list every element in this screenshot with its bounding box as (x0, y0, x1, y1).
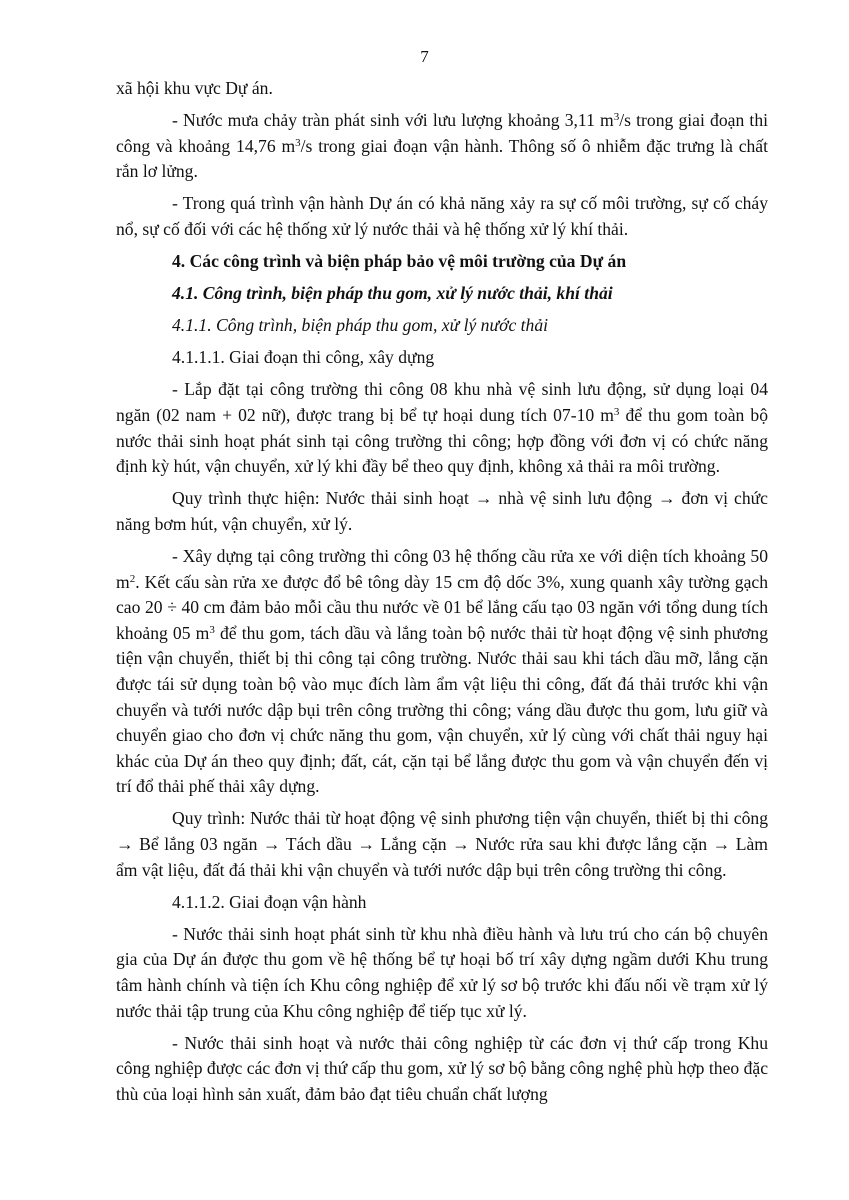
paragraph-process-2: Quy trình: Nước thải từ hoạt động vệ sinh phương tiện vận chuyển, thiết bị thi công → Bể lắng 03 ngăn → Tách dầu → Lắng cặn → Nước rửa sau khi được lắng cặn → Làm ẩm vật liệu, đất đá thải khi vận chuyển và tưới nước dập bụi trên công trường thi công. (116, 808, 768, 880)
heading-section-4: 4. Các công trình và biện pháp bảo vệ môi trường của Dự án (172, 251, 627, 272)
paragraph-stormwater: - Nước mưa chảy tràn phát sinh với lưu lượng khoảng 3,11 $m^3/s$ trong giai đoạn thi công và khoảng 14,76 $m^3/s$ trong giai đoạn vận hành. Thông số ô nhiễm đặc trưng là chất rắn lơ lửng. (116, 110, 768, 182)
heading-section-4-1-1: 4.1.1. Công trình, biện pháp thu gom, xử lý nước thải (172, 315, 549, 336)
paragraph-car-wash: - Xây dựng tại công trường thi công 03 hệ thống cầu rửa xe với diện tích khoảng 50 $m^2$. Kết cấu sàn rửa xe được đổ bê tông dày 15 cm độ dốc 3%, xung quanh xây tường gạch cao 20 ÷ 40 cm đảm bảo mỗi cầu thu nước về 01 bể lắng cấu tạo 03 ngăn với tổng dung tích khoảng 05 $m^3$ để thu gom, tách dầu và lắng toàn bộ nước thải từ hoạt động vệ sinh phương tiện vận chuyển, thiết bị thi công tại công trường. Nước thải sau khi tách dầu mỡ, lắng cặn được tái sử dụng toàn bộ vào mục đích làm ẩm vật liệu thi công, đất đá thải trước khi vận chuyển và tưới nước dập bụi trên công trường thi công; váng dầu được thu gom, lưu giữ và chuyển giao cho đơn vị chức năng thu gom, vận chuyển, xử lý cùng với chất thải nguy hại khác của Dự án theo quy định; đất, cát, cặn tại bể lắng được thu gom và vận chuyển đến vị trí đổ thải phế thải xây dựng. (116, 546, 769, 797)
heading-section-4-1-1-1: 4.1.1.1. Giai đoạn thi công, xây dựng (172, 347, 435, 368)
page-number: 7 (420, 47, 429, 66)
paragraph-industrial-wastewater: - Nước thải sinh hoạt và nước thải công nghiệp từ các đơn vị thứ cấp trong Khu công nghiệp được các đơn vị thứ cấp thu gom, xử lý sơ bộ bằng công nghệ phù hợp theo đặc thù của loại hình sản xuất, đảm bảo đạt tiêu chuẩn chất lượng (116, 1032, 768, 1104)
heading-section-4-1: 4.1. Công trình, biện pháp thu gom, xử lý nước thải, khí thải (172, 283, 613, 304)
heading-section-4-1-1-2: 4.1.1.2. Giai đoạn vận hành (172, 891, 367, 912)
paragraph-domestic-wastewater: - Nước thải sinh hoạt phát sinh từ khu nhà điều hành và lưu trú cho cán bộ chuyên gia của Dự án được thu gom về hệ thống bể tự hoại bố trí xây dựng ngầm dưới Khu trung tâm hành chính và tiện ích Khu công nghiệp để xử lý sơ bộ trước khi đấu nối về trạm xử lý nước thải tập trung của Khu công nghiệp để tiếp tục xử lý. (116, 923, 768, 1021)
paragraph-continuation: xã hội khu vực Dự án. (116, 78, 273, 98)
paragraph-process-1: Quy trình thực hiện: Nước thải sinh hoạt → nhà vệ sinh lưu động → đơn vị chức năng bơm hút, vận chuyển, xử lý. (116, 488, 768, 534)
paragraph-mobile-toilets: - Lắp đặt tại công trường thi công 08 khu nhà vệ sinh lưu động, sử dụng loại 04 ngăn (02 nam + 02 nữ), được trang bị bể tự hoại dung tích 07-10 $m^3$ để thu gom toàn bộ nước thải sinh hoạt phát sinh tại công trường thi công; hợp đồng với đơn vị có chức năng định kỳ hút, vận chuyển, xử lý khi đầy bể theo quy định, không xả thải ra môi trường. (116, 379, 768, 477)
paragraph-incidents: - Trong quá trình vận hành Dự án có khả năng xảy ra sự cố môi trường, sự cố cháy nổ, sự cố đối với các hệ thống xử lý nước thải và hệ thống xử lý khí thải. (116, 193, 768, 239)
document-body (116, 76, 768, 1114)
